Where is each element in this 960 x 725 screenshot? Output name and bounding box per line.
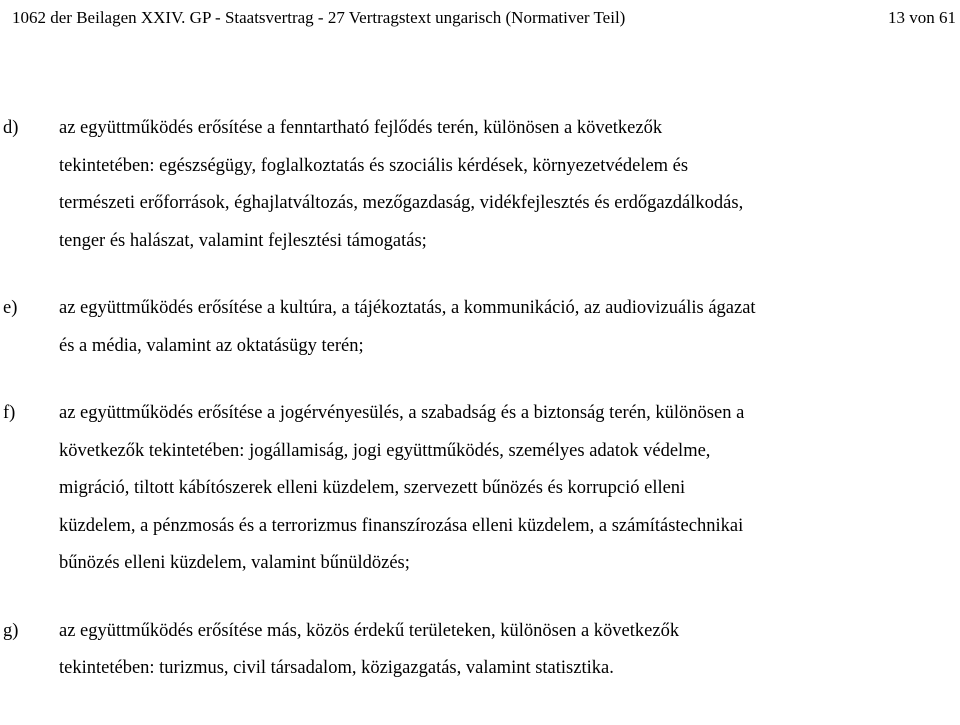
clause-f [0, 395, 960, 583]
clause-line: az együttműködés erősítése a kultúra, a tájékoztatás, a kommunikáció, az audiovizuális ágazat [59, 298, 756, 318]
clause-line: bűnözés elleni küzdelem, valamint bűnüldözés; [59, 553, 410, 573]
clause-text [59, 290, 955, 365]
clause-label: d) [3, 118, 19, 138]
clause-line: az együttműködés erősítése a fenntartható fejlődés terén, különösen a következők [59, 118, 663, 138]
clause-line: következők tekintetében: jogállamiság, jogi együttműködés, személyes adatok védelme, [59, 440, 711, 461]
clause-text [59, 395, 955, 583]
clause-line: küzdelem, a pénzmosás és a terrorizmus finanszírozása elleni küzdelem, a számítástechnikai [59, 515, 744, 536]
clause-g [0, 613, 960, 688]
clause-label: f) [3, 403, 16, 423]
clause-line: az együttműködés erősítése más, közös érdekű területeken, különösen a következők [59, 620, 680, 641]
clause-label: g) [3, 620, 19, 641]
clause-e [0, 290, 960, 365]
document-title: 1062 der Beilagen XXIV. GP - Staatsvertrag - 27 Vertragstext ungarisch (Normativer Teil) [12, 8, 626, 27]
clause-text [59, 613, 955, 688]
clause-d [0, 110, 960, 260]
clause-line: az együttműködés erősítése a jogérvényesülés, a szabadság és a biztonság terén, különösen a [59, 403, 745, 423]
clause-line: természeti erőforrások, éghajlatváltozás, mezőgazdaság, vidékfejlesztés és erdőgazdálkodás, [59, 193, 744, 213]
page-header [12, 5, 956, 31]
page-number: 13 von 61 [888, 8, 956, 27]
clause-line: és a média, valamint az oktatásügy terén; [59, 335, 364, 356]
clause-line: tekintetében: egészségügy, foglalkoztatás és szociális kérdések, környezetvédelem és [59, 155, 689, 176]
clause-line: migráció, tiltott kábítószerek elleni küzdelem, szervezett bűnözés és korrupció elleni [59, 478, 686, 498]
clause-text [59, 110, 955, 260]
clause-line: tenger és halászat, valamint fejlesztési támogatás; [59, 230, 427, 251]
clause-line: tekintetében: turizmus, civil társadalom, közigazgatás, valamint statisztika. [59, 658, 614, 678]
clause-list [0, 110, 960, 688]
clause-label: e) [3, 298, 18, 318]
